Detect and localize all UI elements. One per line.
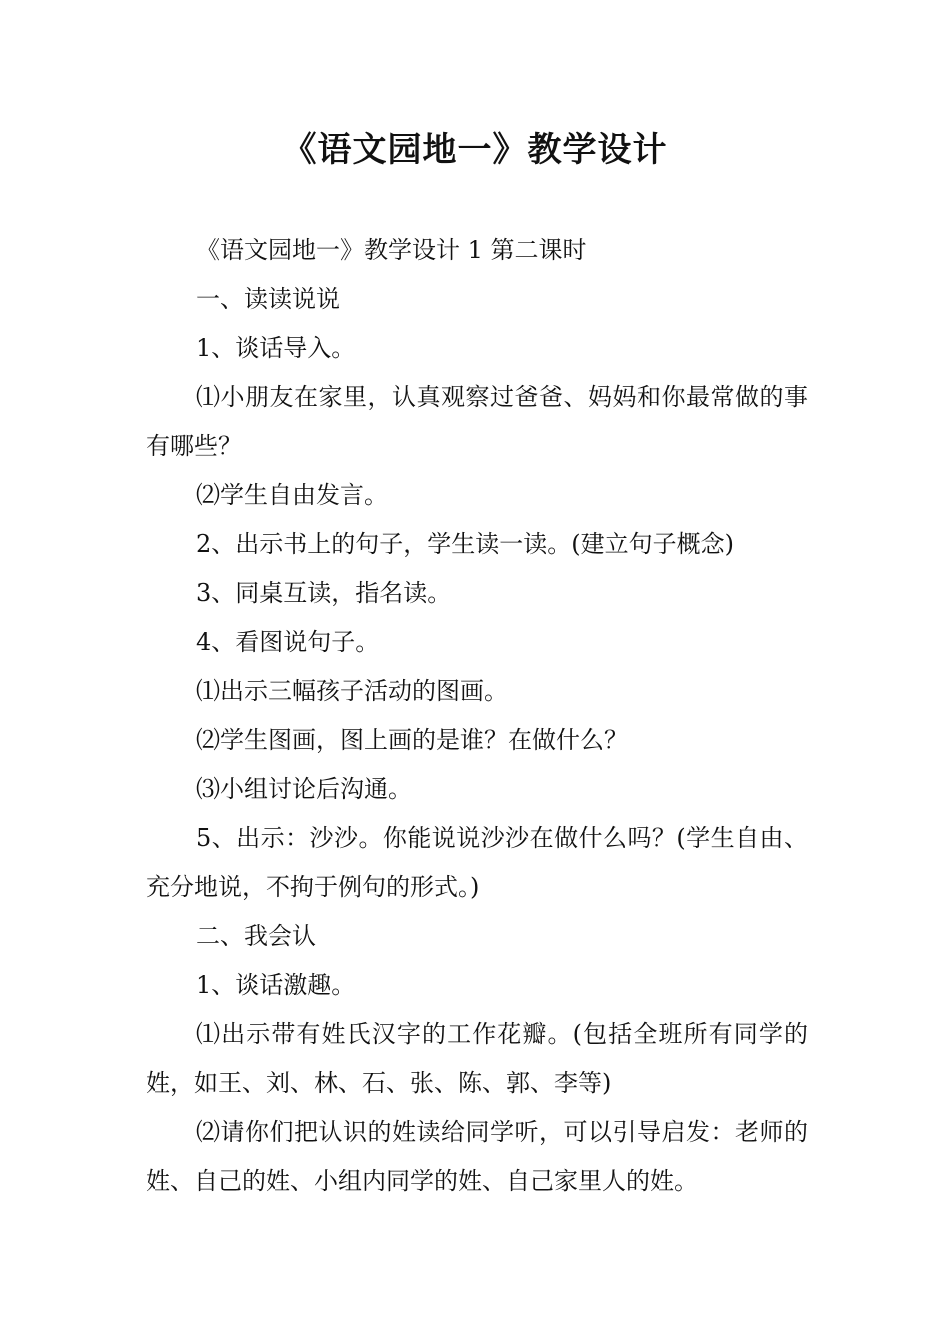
- paragraph: ⑵请你们把认识的姓读给同学听，可以引导启发：老师的姓、自己的姓、小组内同学的姓、自己家里人的姓。: [146, 1118, 808, 1195]
- paragraph: 3、同桌互读，指名读。: [196, 579, 452, 607]
- paragraph: 1、谈话导入。: [196, 334, 356, 362]
- paragraph: 4、看图说句子。: [196, 628, 380, 656]
- document-body: [146, 226, 808, 1206]
- paragraph-section-one: 一、读读说说: [196, 285, 340, 313]
- paragraph: 5、出示：沙沙。你能说说沙沙在做什么吗？(学生自由、充分地说，不拘于例句的形式。): [146, 824, 808, 901]
- paragraph: ⑵学生自由发言。: [196, 481, 388, 509]
- document-title: 《语文园地一》教学设计: [282, 130, 668, 170]
- paragraph-section-two: 二、我会认: [196, 922, 316, 950]
- paragraph: ⑶小组讨论后沟通。: [196, 775, 412, 803]
- paragraph: ⑴出示三幅孩子活动的图画。: [196, 677, 508, 705]
- paragraph: ⑴小朋友在家里，认真观察过爸爸、妈妈和你最常做的事有哪些？: [146, 383, 808, 460]
- paragraph: ⑴出示带有姓氏汉字的工作花瓣。(包括全班所有同学的姓，如王、刘、林、石、张、陈、郭、李等): [146, 1020, 808, 1097]
- paragraph-lesson-heading: 《语文园地一》教学设计 1 第二课时: [196, 236, 587, 264]
- paragraph: 2、出示书上的句子，学生读一读。(建立句子概念): [196, 530, 734, 558]
- paragraph: 1、谈话激趣。: [196, 971, 356, 999]
- paragraph: ⑵学生图画，图上画的是谁？在做什么？: [196, 726, 628, 754]
